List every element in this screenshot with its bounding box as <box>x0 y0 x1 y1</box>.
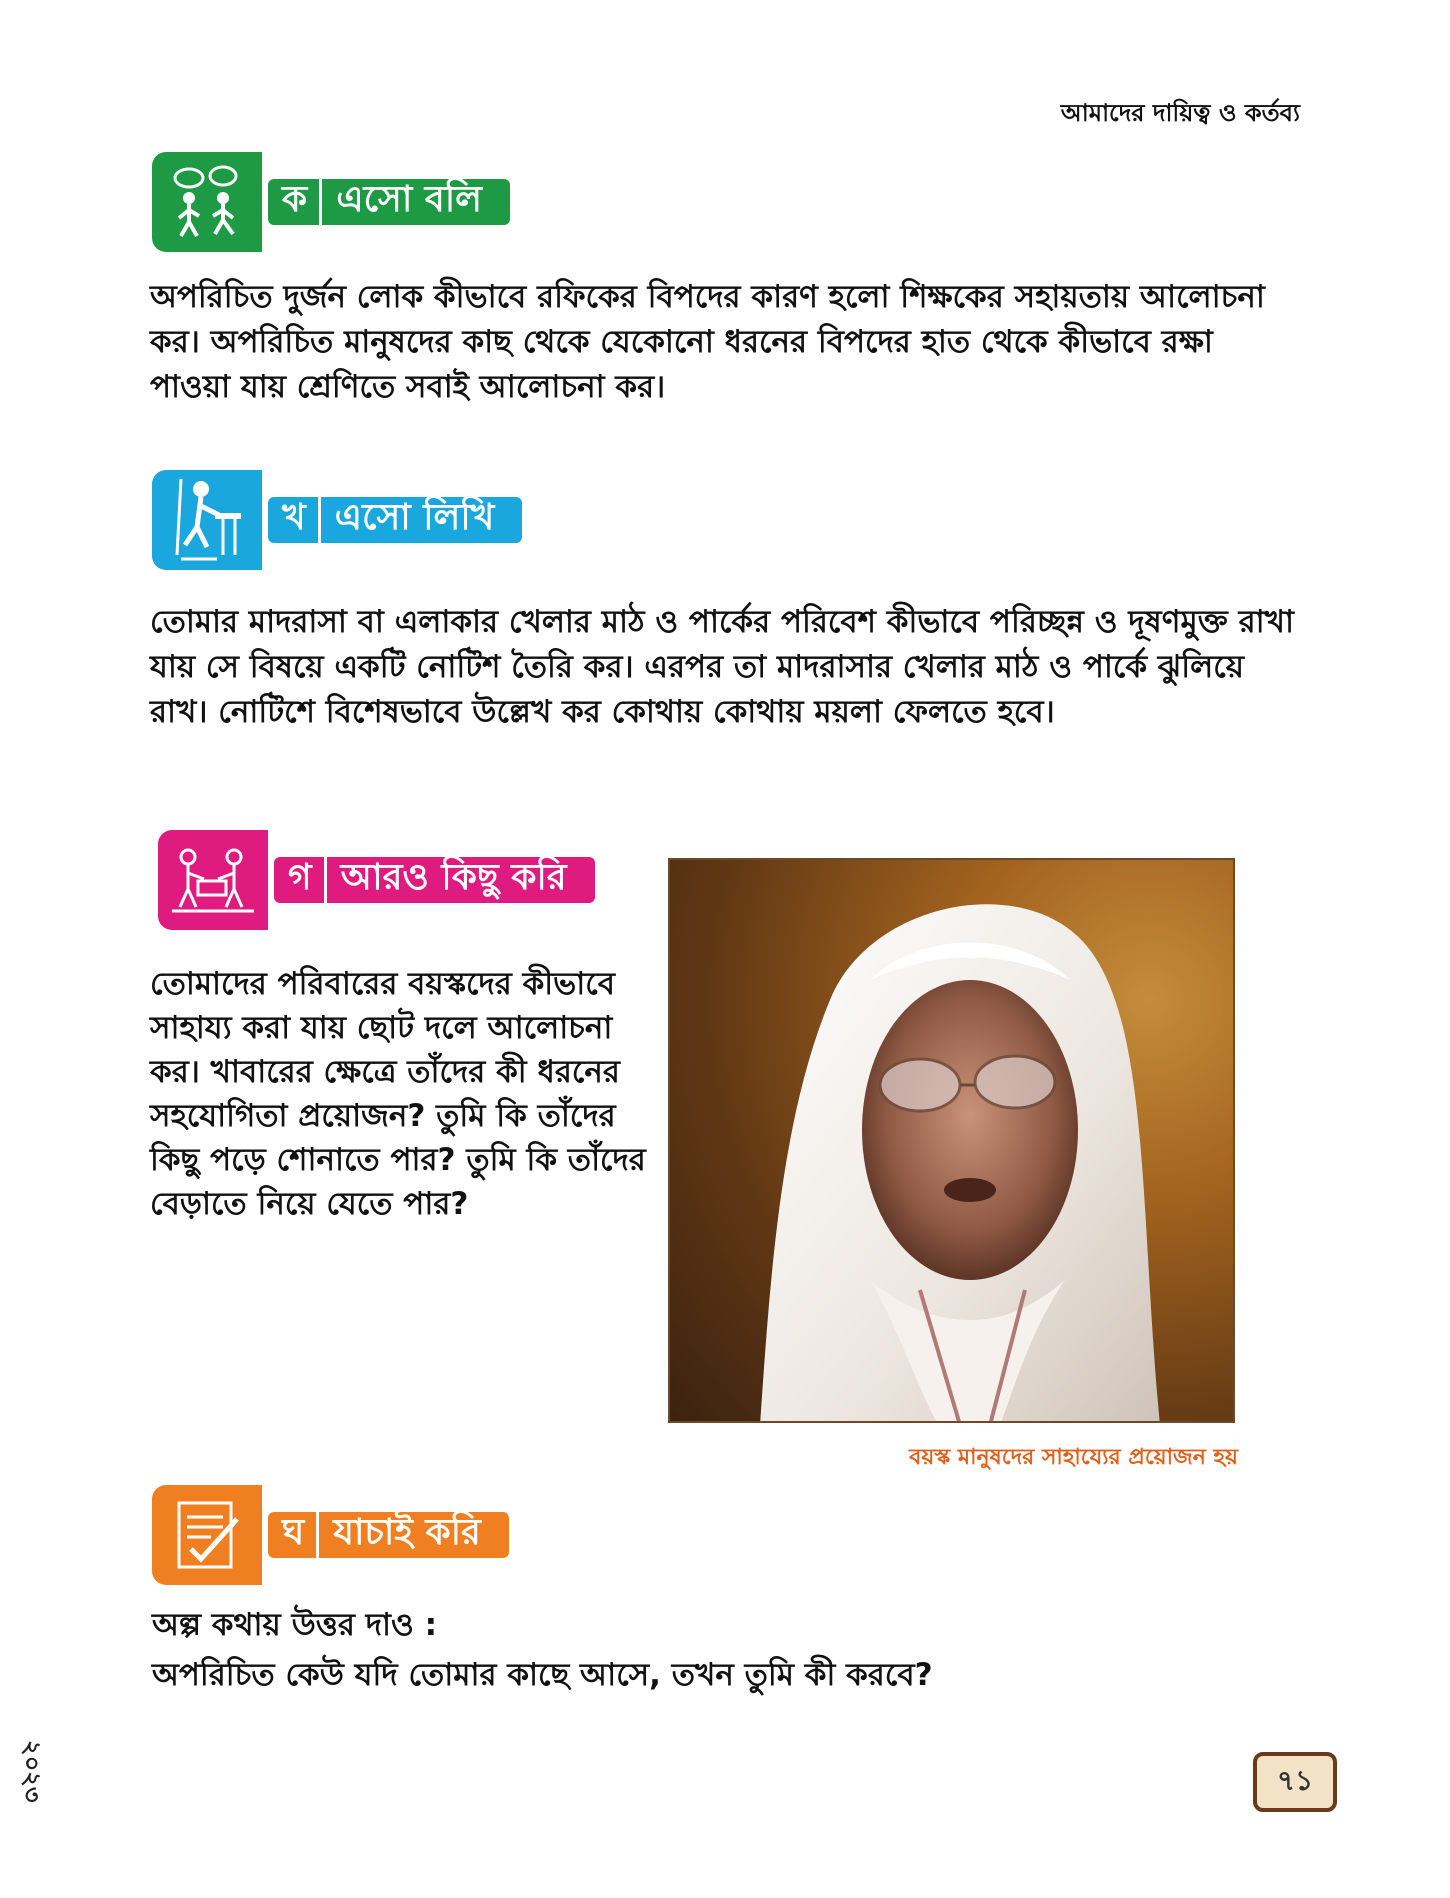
section-kha-title <box>268 497 522 543</box>
page-number: ৭১ <box>1253 1752 1337 1812</box>
section-ga-text: তোমাদের পরিবারের বয়স্কদের কীভাবে সাহায্য করা যায় ছোট দলে আলোচনা কর। খাবারের ক্ষেত্রে তাঁদের কী ধরনের সহযোগিতা প্রয়োজন? তুমি কি তাঁদের কিছু পড়ে শোনাতে পার? তুমি কি তাঁদের বেড়াতে নিয়ে যেতে পার? <box>150 966 646 1222</box>
running-header: আমাদের দায়িত্ব ও কর্তব্য <box>1060 99 1300 127</box>
talking-people-icon <box>152 152 262 252</box>
section-gha-content <box>152 1600 1302 1700</box>
section-kha-badge <box>152 470 522 570</box>
section-ga-letter: গ <box>288 850 327 910</box>
section-gha-prompt: অল্প কথায় উত্তর দাও : <box>152 1607 438 1643</box>
section-kha-title-text: এসো লিখি <box>334 497 495 538</box>
section-ka-text: অপরিচিত দুর্জন লোক কীভাবে রফিকের বিপদের কারণ হলো শিক্ষকের সহায়তায় আলোচনা কর। অপরিচিত মানুষদের কাছ থেকে যেকোনো ধরনের বিপদের হাত থেকে কীভাবে রক্ষা পাওয়া যায় শ্রেণিতে সবাই আলোচনা কর। <box>150 279 1265 405</box>
elderly-woman-photo <box>668 858 1235 1423</box>
section-ka-title-text: এসো বলি <box>336 179 482 220</box>
checklist-icon <box>152 1485 262 1585</box>
section-gha-letter: ঘ <box>282 1505 319 1565</box>
section-ka-title <box>268 179 510 225</box>
section-gha-title <box>268 1512 509 1558</box>
section-ga-title <box>274 857 595 903</box>
section-gha-badge <box>152 1485 509 1585</box>
writing-person-icon <box>152 470 262 570</box>
section-gha-title-text: যাচাই করি <box>333 1512 481 1553</box>
section-ka-letter: ক <box>282 172 322 232</box>
photo-caption: বয়স্ক মানুষদের সাহায্যের প্রয়োজন হয় <box>909 1445 1238 1470</box>
section-gha-question: অপরিচিত কেউ যদি তোমার কাছে আসে, তখন তুমি কী করবে? <box>152 1657 933 1693</box>
section-kha-text: তোমার মাদরাসা বা এলাকার খেলার মাঠ ও পার্কের পরিবেশ কীভাবে পরিচ্ছন্ন ও দূষণমুক্ত রাখা যায় সে বিষয়ে একটি নোটিশ তৈরি কর। এরপর তা মাদরাসার খেলার মাঠ ও পার্কে ঝুলিয়ে রাখ। নোটিশে বিশেষভাবে উল্লেখ কর কোথায় কোথায় ময়লা ফেলতে হবে। <box>150 604 1294 730</box>
section-ga-title-text: আরও কিছু করি <box>340 857 567 898</box>
section-ka-badge <box>152 152 510 252</box>
section-ga-badge <box>158 830 595 930</box>
section-kha-letter: খ <box>282 490 321 550</box>
people-working-icon <box>158 830 268 930</box>
side-year: ২০২৩ <box>18 1740 46 1803</box>
